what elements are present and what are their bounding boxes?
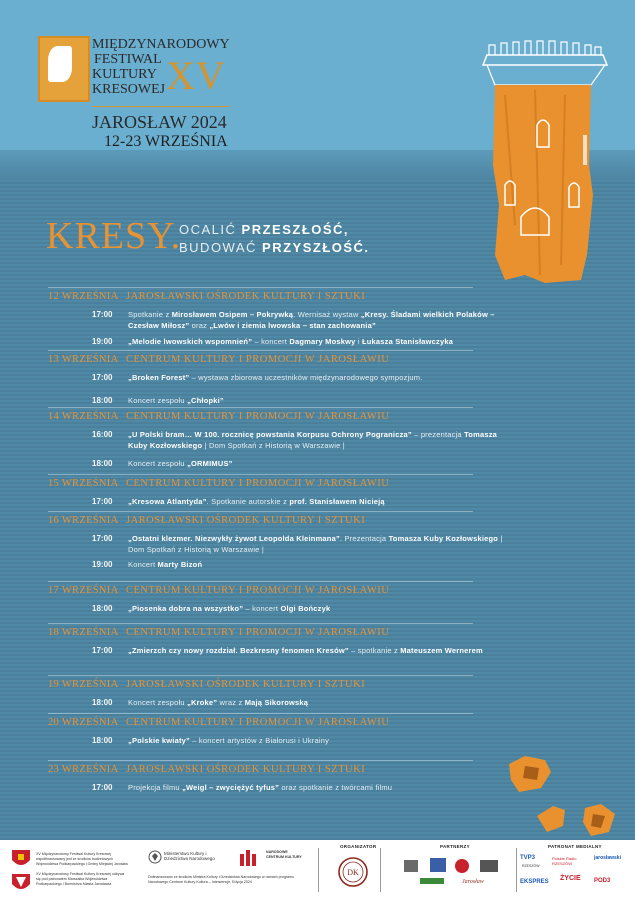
event-highlight: „Kroke” xyxy=(187,698,218,707)
partner-name: Jarosław xyxy=(462,879,484,885)
tower-illustration xyxy=(465,25,625,290)
city-year: JAROSŁAW 2024 xyxy=(92,112,227,132)
patronage-note: XV Międzynarodowy Festiwal Kultury Kresowej odbywa się pod patronatem Marszałka Województwa Podkarpackiego i Burmistrza Miasta Jarosławia xyxy=(36,872,125,886)
logo-divider xyxy=(92,106,230,107)
media-pod3: POD3 xyxy=(594,878,611,884)
day-divider xyxy=(48,581,473,582)
funding-note: XV Międzynarodowy Festiwal Kultury Kresowej współfinansowany jest ze środków budżetowych Województwa Podkarpackiego i Gminy Miejskiej Jarosław xyxy=(36,852,129,866)
event-highlight: Tomasza Kuby Kozłowskiego xyxy=(388,534,499,543)
media-radio: Polskie Radio RZESZÓW xyxy=(552,856,577,866)
day-venue: CENTRUM KULTURY I PROMOCJI W JAROSŁAWIU xyxy=(126,354,390,365)
day-venue: CENTRUM KULTURY I PROMOCJI W JAROSŁAWIU xyxy=(126,411,390,422)
event-text: – koncert xyxy=(252,337,290,346)
slogan-noun: PRZYSZŁOŚĆ. xyxy=(262,240,370,255)
event-text: Koncert zespołu xyxy=(128,698,188,707)
day-venue: CENTRUM KULTURY I PROMOCJI W JAROSŁAWIU xyxy=(126,717,390,728)
festival-name-line: FESTIWAL xyxy=(94,52,162,67)
event-description xyxy=(128,645,508,656)
day-date: 23 WRZEŚNIA xyxy=(48,764,119,775)
event-text: Spotkanie z xyxy=(128,310,172,319)
event-highlight: Olgi Bończyk xyxy=(280,604,331,613)
media-tvp: TVP3 xyxy=(520,855,536,861)
event-time: 17:00 xyxy=(92,310,113,319)
footer-divider xyxy=(318,848,319,892)
event-text: Koncert xyxy=(128,560,158,569)
partner-logos xyxy=(400,856,510,890)
event-highlight: „Weigl – zwyciężyć tyfus” xyxy=(182,783,280,792)
rock-fragment xyxy=(535,798,620,843)
event-highlight: Mateuszem Wernerem xyxy=(400,646,483,655)
day-date: 17 WRZEŚNIA xyxy=(48,585,119,596)
event-description xyxy=(128,458,508,469)
nck-logo-icon xyxy=(238,848,262,868)
event-description xyxy=(128,336,508,347)
day-date: 19 WRZEŚNIA xyxy=(48,679,119,690)
media-tvp-sub: RZESZÓW xyxy=(522,864,540,868)
headline-word: KRESY. xyxy=(46,215,182,257)
day-divider xyxy=(48,713,473,714)
event-description xyxy=(128,429,508,451)
event-text: . Prezentacja xyxy=(339,534,389,543)
day-date: 20 WRZEŚNIA xyxy=(48,717,119,728)
event-highlight: „Kresowa Atlantyda” xyxy=(128,497,207,506)
event-highlight: „Broken Forest” xyxy=(128,373,190,382)
coat-of-arms-icon xyxy=(10,872,32,894)
day-date: 15 WRZEŚNIA xyxy=(48,478,119,489)
event-time: 17:00 xyxy=(92,497,113,506)
event-time: 19:00 xyxy=(92,560,113,569)
media-local: jarosławski xyxy=(594,855,621,861)
day-date: 14 WRZEŚNIA xyxy=(48,411,119,422)
event-time: 17:00 xyxy=(92,783,113,792)
event-text: – koncert xyxy=(243,604,281,613)
day-venue: CENTRUM KULTURY I PROMOCJI W JAROSŁAWIU xyxy=(126,478,390,489)
event-highlight: prof. Stanisławem Nicieją xyxy=(289,497,385,506)
event-time: 18:00 xyxy=(92,604,113,613)
festival-name-line: KULTURY xyxy=(92,67,157,82)
organizer-label: ORGANIZATOR xyxy=(340,844,377,849)
day-venue: CENTRUM KULTURY I PROMOCJI W JAROSŁAWIU xyxy=(126,627,390,638)
event-text: wraz z xyxy=(217,698,245,707)
event-text: Koncert zespołu xyxy=(128,396,188,405)
day-divider xyxy=(48,760,473,761)
event-highlight: „U Polski bram… W 100. rocznicę powstania Korpusu Ochrony Pogranicza” xyxy=(128,430,412,439)
day-venue: JAROSŁAWSKI OŚRODEK KULTURY I SZTUKI xyxy=(126,764,366,775)
day-venue: JAROSŁAWSKI OŚRODEK KULTURY I SZTUKI xyxy=(126,679,366,690)
event-highlight: „Zmierzch czy nowy rozdział. Bezkresny fenomen Kresów” xyxy=(128,646,349,655)
day-venue: JAROSŁAWSKI OŚRODEK KULTURY I SZTUKI xyxy=(126,515,366,526)
slogan-line-1 xyxy=(179,222,349,237)
event-text: oraz spotkanie z twórcami filmu xyxy=(279,783,393,792)
media-zycie: ŻYCIE xyxy=(560,875,581,882)
event-text: – prezentacja xyxy=(411,430,465,439)
event-highlight: „Chłopki” xyxy=(187,396,224,405)
event-text: . Spotkanie autorskie z xyxy=(206,497,290,506)
day-divider xyxy=(48,474,473,475)
day-divider xyxy=(48,350,473,351)
day-divider xyxy=(48,675,473,676)
event-highlight: „Polskie kwiaty” xyxy=(128,736,190,745)
event-time: 18:00 xyxy=(92,736,113,745)
day-date: 12 WRZEŚNIA xyxy=(48,291,119,302)
slogan-verb: BUDOWAĆ xyxy=(179,240,257,255)
event-time: 17:00 xyxy=(92,646,113,655)
event-description xyxy=(128,496,508,507)
event-highlight: „Melodie lwowskich wspomnień” xyxy=(128,337,253,346)
event-highlight: „Ostatni klezmer. Niezwykły żywot Leopolda Kleinmana” xyxy=(128,534,340,543)
event-text: oraz xyxy=(189,321,210,330)
event-time: 19:00 xyxy=(92,337,113,346)
footer-divider xyxy=(380,848,381,892)
event-time: 16:00 xyxy=(92,430,113,439)
event-text: | Dom Spotkań z Historią w Warszawie | xyxy=(202,441,345,450)
event-highlight: Tomasza Kuby Kozłowskiego xyxy=(128,430,498,450)
day-date: 18 WRZEŚNIA xyxy=(48,627,119,638)
event-highlight: Mirosławem Osipem – Pokrywką xyxy=(171,310,294,319)
event-description xyxy=(128,735,508,746)
nck-name: NARODOWE CENTRUM KULTURY xyxy=(266,850,302,859)
event-text: Koncert zespołu xyxy=(128,459,188,468)
event-text: . Wernisaż wystaw xyxy=(293,310,361,319)
event-text: – koncert artystów z Białorusi i Ukrainy xyxy=(189,736,330,745)
media-label: PATRONAT MEDIALNY xyxy=(548,844,602,849)
logo-profile-icon xyxy=(48,46,72,82)
event-time: 17:00 xyxy=(92,373,113,382)
event-time: 17:00 xyxy=(92,534,113,543)
event-highlight: „Lwów i ziemia lwowska – stan zachowania” xyxy=(209,321,376,330)
day-divider xyxy=(48,511,473,512)
event-highlight: Łukasza Stanisławczyka xyxy=(361,337,454,346)
slogan-verb: OCALIĆ xyxy=(179,222,237,237)
event-text: | Dom Spotkań z Historią w Warszawie | xyxy=(128,534,503,554)
event-description xyxy=(128,372,508,383)
slogan-line-2 xyxy=(179,240,370,255)
event-highlight: Dagmary Moskwy xyxy=(289,337,356,346)
event-time: 18:00 xyxy=(92,698,113,707)
day-divider xyxy=(48,407,473,408)
day-divider xyxy=(48,623,473,624)
event-description xyxy=(128,782,508,793)
day-venue: CENTRUM KULTURY I PROMOCJI W JAROSŁAWIU xyxy=(126,585,390,596)
event-description xyxy=(128,309,508,331)
media-ekspres: EKSPRES xyxy=(520,879,549,885)
event-highlight: Mają Sikorowską xyxy=(244,698,309,707)
ministry-name: Ministerstwo Kultury i Dziedzictwa Narodowego xyxy=(164,851,215,861)
grant-note: Dofinansowano ze środków Ministra Kultury i Dziedzictwa Narodowego w ramach programu Narodowego Centrum Kultury Kultura – Interwencje. Edycja 2024 xyxy=(148,875,295,884)
event-description xyxy=(128,603,508,614)
rock-fragment xyxy=(505,752,555,797)
event-text: – spotkanie z xyxy=(348,646,401,655)
event-time: 18:00 xyxy=(92,459,113,468)
day-venue: JAROSŁAWSKI OŚRODEK KULTURY I SZTUKI xyxy=(126,291,366,302)
event-time: 18:00 xyxy=(92,396,113,405)
event-text: i xyxy=(355,337,362,346)
event-highlight: Marty Bizoń xyxy=(157,560,203,569)
ministry-eagle-icon xyxy=(148,850,162,864)
day-date: 16 WRZEŚNIA xyxy=(48,515,119,526)
festival-name-line: KRESOWEJ xyxy=(92,82,166,97)
event-description xyxy=(128,559,508,570)
event-highlight: „Kresy. Śladami wielkich Polaków – Czesław Miłosz” xyxy=(128,310,495,330)
event-description xyxy=(128,697,508,708)
coat-of-arms-icon xyxy=(10,848,32,870)
event-description xyxy=(128,533,508,555)
event-highlight: „ORMIMUS” xyxy=(187,459,233,468)
event-description xyxy=(128,395,508,406)
festival-dates: 12-23 WRZEŚNIA xyxy=(104,133,228,150)
footer-divider xyxy=(516,848,517,892)
svg-text:DK: DK xyxy=(347,868,359,877)
organizer-logo-icon xyxy=(337,856,369,888)
day-divider xyxy=(48,287,473,288)
event-text: Projekcja filmu xyxy=(128,783,183,792)
edition-number: XV xyxy=(166,53,226,98)
event-highlight: „Piosenka dobra na wszystko” xyxy=(128,604,244,613)
event-text: – wystawa zbiorowa uczestników międzynarodowego sympozjum. xyxy=(189,373,423,382)
day-date: 13 WRZEŚNIA xyxy=(48,354,119,365)
festival-name-line: MIĘDZYNARODOWY xyxy=(92,37,230,52)
partners-label: PARTNERZY xyxy=(440,844,470,849)
slogan-noun: PRZESZŁOŚĆ, xyxy=(241,222,350,237)
